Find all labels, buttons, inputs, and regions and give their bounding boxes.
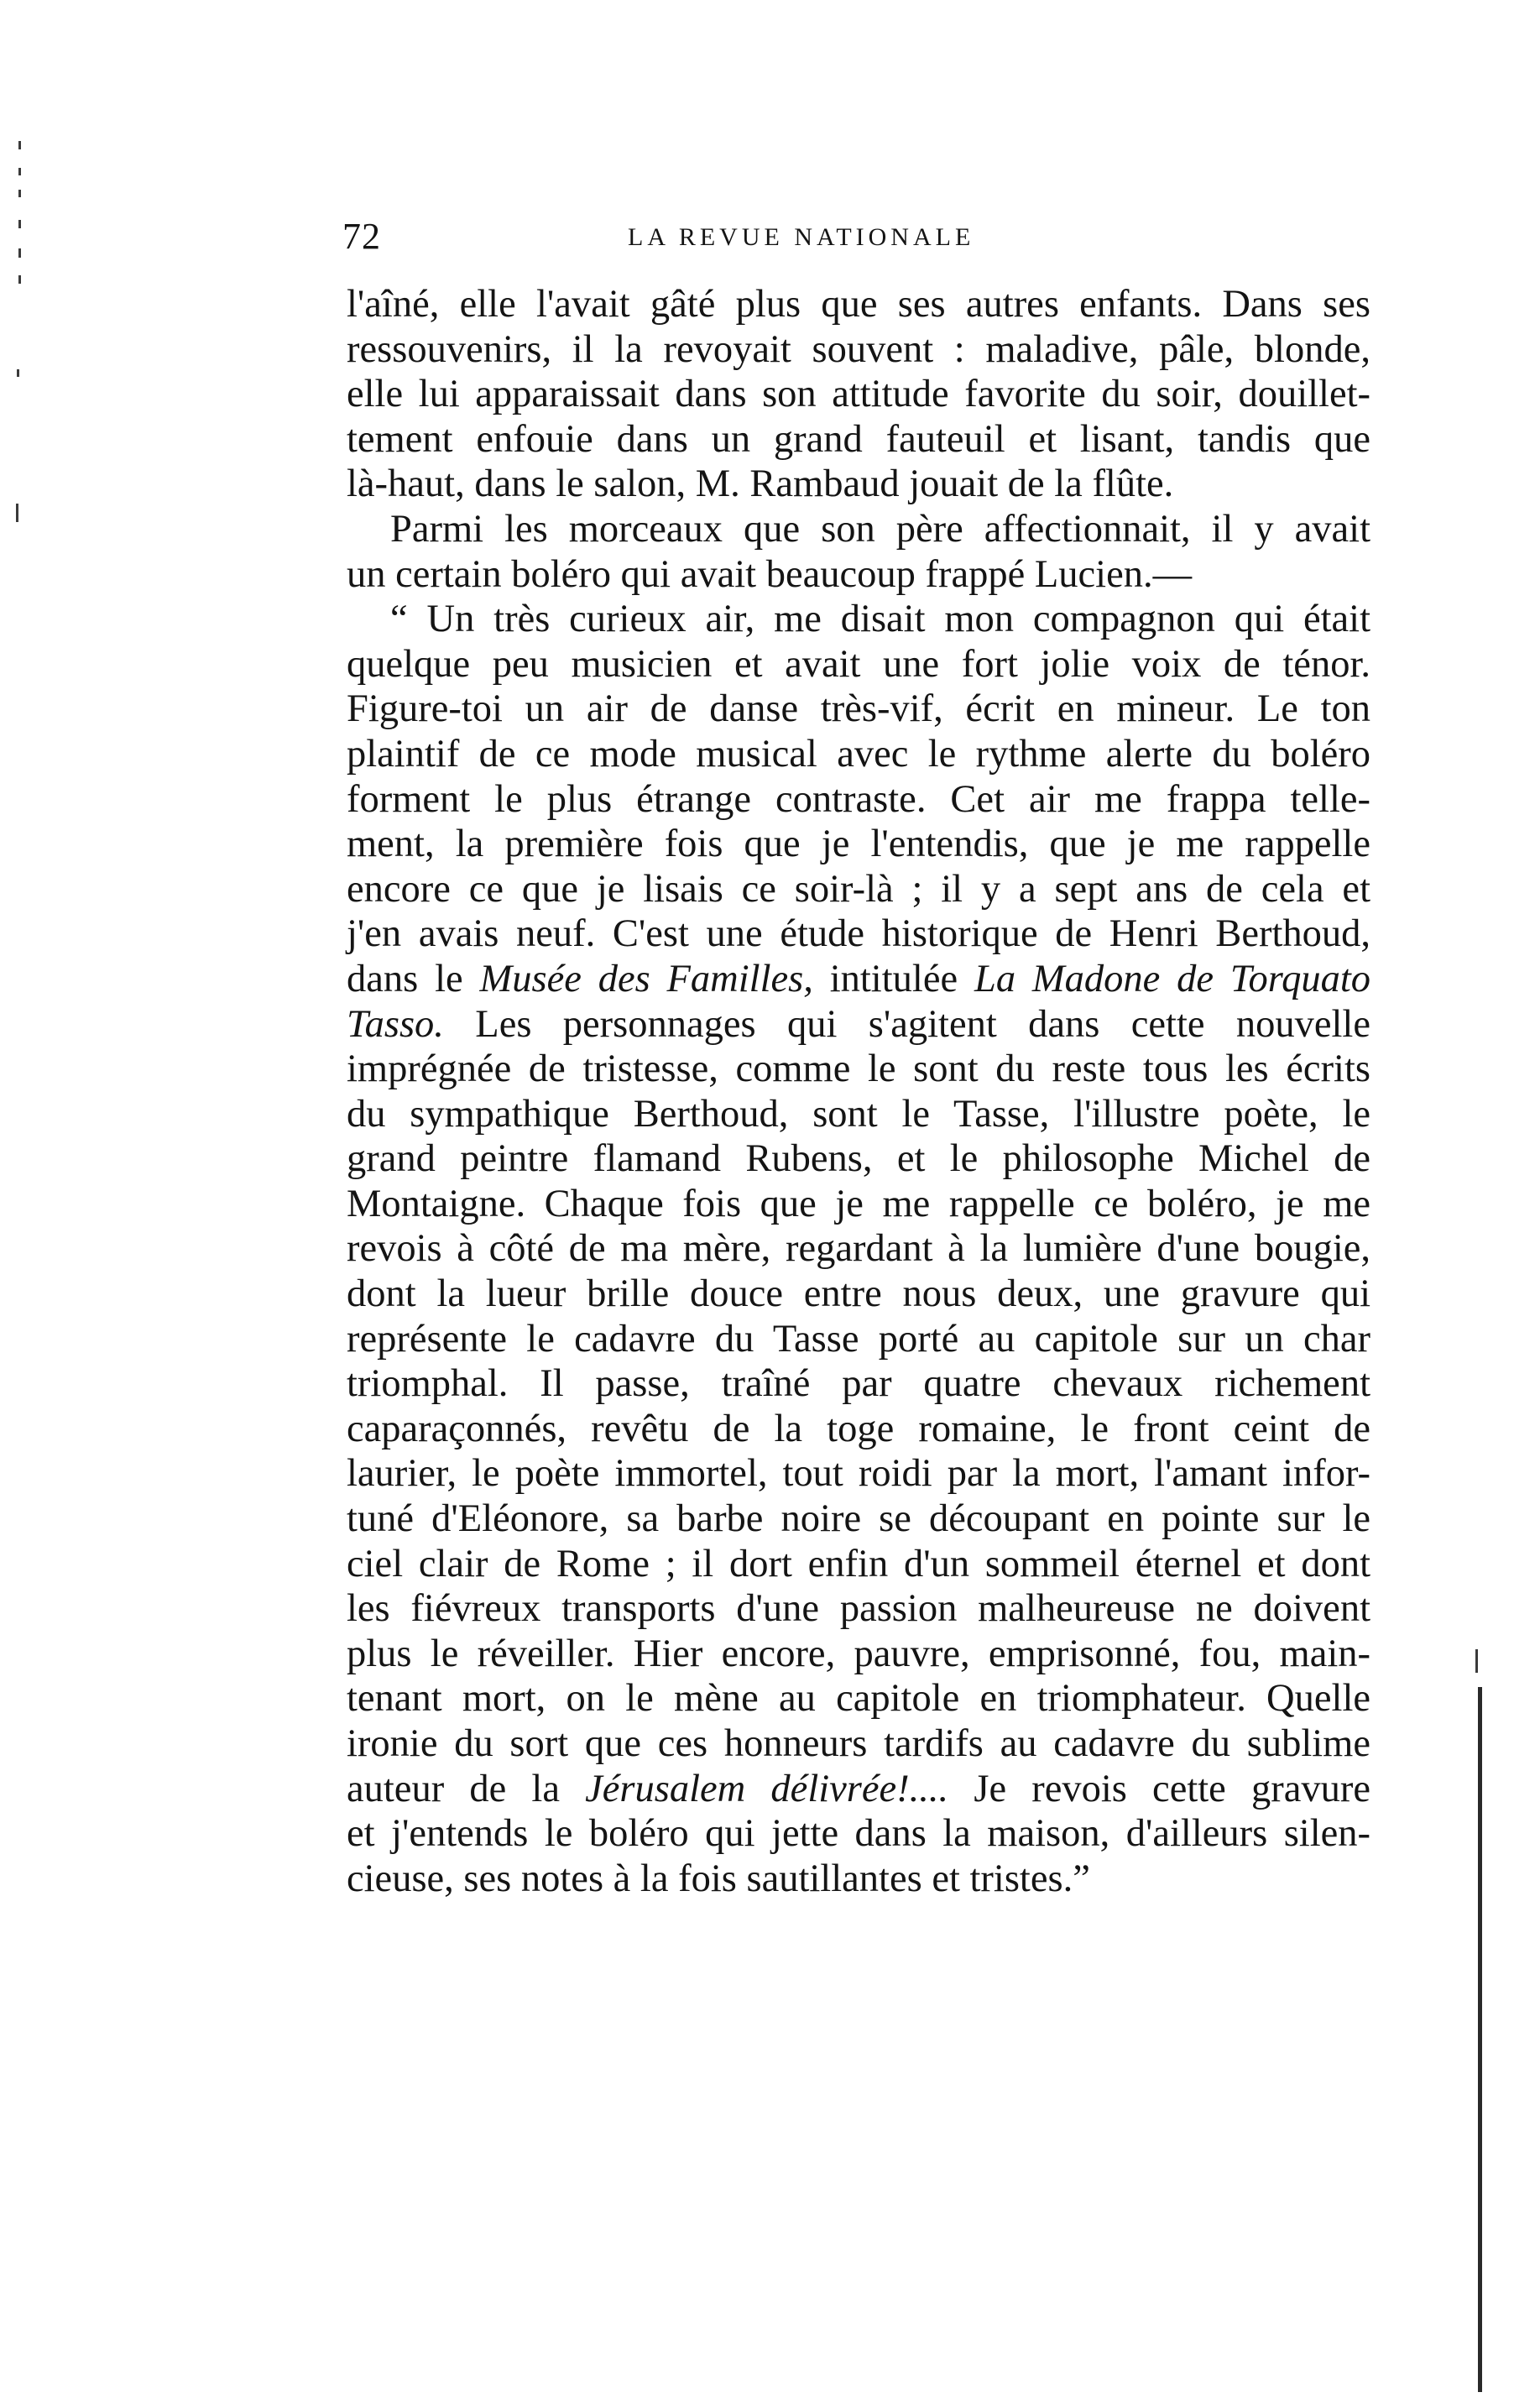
text-line: les fiévreux transports d'une passion malheureuse ne doivent: [347, 1587, 1370, 1631]
text-line: dont la lueur brille douce entre nous deux, une gravure qui: [347, 1272, 1370, 1316]
page-edge-bar: [1478, 1687, 1482, 2392]
margin-mark: [18, 248, 21, 258]
text-line: un certain boléro qui avait beaucoup frappé Lucien.—: [347, 552, 1193, 596]
margin-mark: [18, 141, 21, 149]
italic-title: Musée des Familles,: [479, 957, 813, 1000]
text-line: encore ce que je lisais ce soir-là ; il y a sept ans de cela et: [347, 867, 1370, 911]
running-head: [342, 212, 1378, 262]
text-line: tenant mort, on le mène au capitole en triomphateur. Quelle: [347, 1677, 1370, 1721]
margin-mark: [17, 369, 19, 377]
text-run: Je revois cette gravure: [948, 1767, 1370, 1810]
margin-mark: [18, 275, 21, 284]
text-run: intitulée: [812, 957, 974, 1000]
text-line: triomphal. Il passe, traîné par quatre chevaux richement: [347, 1362, 1370, 1406]
text-line: [347, 1002, 1370, 1047]
body-text: [347, 282, 1370, 1901]
text-line: Montaigne. Chaque fois que je me rappelle ce boléro, je me: [347, 1182, 1370, 1225]
text-line: et j'entends le boléro qui jette dans la maison, d'ailleurs silen-: [347, 1812, 1370, 1856]
text-line: revois à côté de ma mère, regardant à la lumière d'une bougie,: [347, 1227, 1370, 1271]
text-line: [347, 1767, 1370, 1812]
text-line: ment, la première fois que je l'entendis, que je me rappelle: [347, 823, 1370, 866]
text-line: cieuse, ses notes à la fois sautillantes et tristes.”: [347, 1857, 1090, 1900]
text-line: laurier, le poète immortel, tout roidi par la mort, l'amant infor-: [347, 1452, 1370, 1496]
text-line: là-haut, dans le salon, M. Rambaud jouait de la flûte.: [347, 462, 1174, 506]
text-line: ciel clair de Rome ; il dort enfin d'un sommeil éternel et dont: [347, 1542, 1370, 1585]
text-line: plus le réveiller. Hier encore, pauvre, emprisonné, fou, main-: [347, 1632, 1370, 1675]
journal-title: LA REVUE NATIONALE: [628, 223, 975, 251]
margin-mark: [18, 190, 21, 197]
italic-title: Jérusalem délivrée!....: [585, 1767, 949, 1810]
text-run: auteur de la: [347, 1767, 586, 1810]
italic-title: La Madone de Torquato: [974, 957, 1370, 1000]
text-line: du sympathique Berthoud, sont le Tasse, l'illustre poète, le: [347, 1092, 1370, 1136]
text-line: caparaçonnés, revêtu de la toge romaine, le front ceint de: [347, 1407, 1370, 1450]
text-run: dans le: [347, 957, 480, 1000]
text-line: imprégnée de tristesse, comme le sont du reste tous les écrits: [347, 1047, 1370, 1091]
margin-mark: [18, 220, 21, 228]
margin-mark: [16, 504, 18, 522]
text-line: tuné d'Eléonore, sa barbe noire se découpant en pointe sur le: [347, 1497, 1370, 1541]
margin-mark: [18, 168, 21, 175]
text-line: “ Un très curieux air, me disait mon compagnon qui était: [390, 598, 1370, 641]
text-line: j'en avais neuf. C'est une étude historique de Henri Berthoud,: [347, 912, 1370, 956]
margin-mark: [1475, 1649, 1478, 1673]
text-line: l'aîné, elle l'avait gâté plus que ses autres enfants. Dans ses: [347, 283, 1370, 326]
text-line: ironie du sort que ces honneurs tardifs au cadavre du sublime: [347, 1722, 1370, 1765]
text-line: Figure-toi un air de danse très-vif, écrit en mineur. Le ton: [347, 687, 1370, 731]
text-run: Les personnages qui s'agitent dans cette nouvelle: [443, 1002, 1370, 1046]
page-number: 72: [342, 216, 381, 257]
text-line: forment le plus étrange contraste. Cet air me frappa telle-: [347, 777, 1370, 821]
text-line: elle lui apparaissait dans son attitude favorite du soir, douillet-: [347, 373, 1370, 416]
text-line: quelque peu musicien et avait une fort jolie voix de ténor.: [347, 642, 1370, 686]
italic-title: Tasso.: [347, 1002, 444, 1046]
text-line: [347, 957, 1370, 1002]
text-line: tement enfouie dans un grand fauteuil et lisant, tandis que: [347, 417, 1370, 461]
text-line: ressouvenirs, il la revoyait souvent : maladive, pâle, blonde,: [347, 327, 1370, 371]
text-line: plaintif de ce mode musical avec le rythme alerte du boléro: [347, 732, 1370, 776]
text-line: grand peintre flamand Rubens, et le philosophe Michel de: [347, 1137, 1370, 1181]
text-line: Parmi les morceaux que son père affectionnait, il y avait: [390, 507, 1370, 551]
text-line: représente le cadavre du Tasse porté au capitole sur un char: [347, 1317, 1370, 1361]
